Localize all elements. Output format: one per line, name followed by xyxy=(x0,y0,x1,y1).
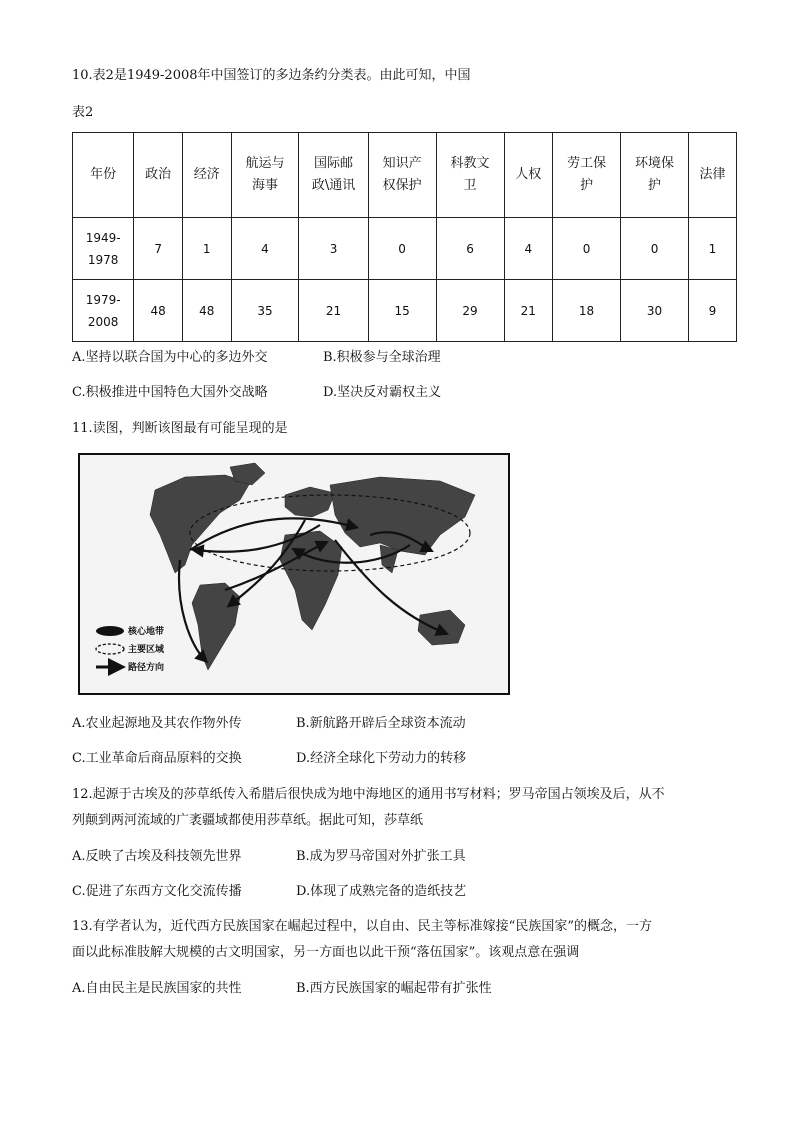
table-cell: 7 xyxy=(134,218,183,280)
q10-option-a[interactable]: A.坚持以联合国为中心的多边外交 xyxy=(72,350,268,365)
continents xyxy=(150,463,475,670)
q12-option-d[interactable]: D.体现了成熟完备的造纸技艺 xyxy=(296,884,467,899)
legend-major-label: 主要区域 xyxy=(128,645,165,655)
table-cell: 30 xyxy=(621,280,689,342)
header-labor: 劳工保护 xyxy=(553,133,621,218)
q10-option-b[interactable]: B.积极参与全球治理 xyxy=(323,350,441,365)
q13-stem-line1: 13.有学者认为，近代西方民族国家在崛起过程中，以自由、民主等标准嫁接“民族国家”的概念，一方 xyxy=(72,919,652,934)
table-cell: 48 xyxy=(134,280,183,342)
q12-option-a[interactable]: A.反映了古埃及科技领先世界 xyxy=(72,849,242,864)
q13-option-a[interactable]: A.自由民主是民族国家的共性 xyxy=(72,981,242,996)
table-cell: 18 xyxy=(553,280,621,342)
table-cell: 48 xyxy=(182,280,231,342)
table-row xyxy=(73,218,737,280)
table-caption: 表2 xyxy=(72,105,94,120)
q11-option-c[interactable]: C.工业革命后商品原料的交换 xyxy=(72,751,242,766)
table-cell: 9 xyxy=(689,280,737,342)
header-postal: 国际邮政\通讯 xyxy=(299,133,368,218)
table-cell: 4 xyxy=(504,218,553,280)
table-cell: 3 xyxy=(299,218,368,280)
table-cell: 0 xyxy=(621,218,689,280)
row-period: 1979-2008 xyxy=(73,280,134,342)
legend-core-label: 核心地带 xyxy=(128,627,165,637)
table-cell: 29 xyxy=(436,280,504,342)
q10-option-c[interactable]: C.积极推进中国特色大国外交战略 xyxy=(72,385,268,400)
table-cell: 21 xyxy=(504,280,553,342)
header-shipping: 航运与海事 xyxy=(231,133,299,218)
main-region-swatch xyxy=(96,644,124,654)
table-cell: 1 xyxy=(689,218,737,280)
header-economy: 经济 xyxy=(182,133,231,218)
table-cell: 6 xyxy=(436,218,504,280)
q11-option-d[interactable]: D.经济全球化下劳动力的转移 xyxy=(296,751,467,766)
q11-stem: 11.读图，判断该图最有可能呈现的是 xyxy=(72,421,288,436)
world-map-figure xyxy=(78,453,510,695)
table-cell: 15 xyxy=(368,280,436,342)
q11-option-a[interactable]: A.农业起源地及其农作物外传 xyxy=(72,716,242,731)
q10-option-d[interactable]: D.坚决反对霸权主义 xyxy=(323,385,442,400)
core-zone-swatch xyxy=(96,626,124,636)
q13-stem-line2: 面以此标准肢解大规模的古文明国家，另一方面也以此干预“落伍国家”。该观点意在强调 xyxy=(72,945,580,960)
q10-stem: 10.表2是1949-2008年中国签订的多边条约分类表。由此可知，中国 xyxy=(72,68,471,83)
q12-stem-line2: 列颠到两河流域的广袤疆域都使用莎草纸。据此可知，莎草纸 xyxy=(72,813,424,828)
table-cell: 21 xyxy=(299,280,368,342)
world-map-svg xyxy=(80,455,508,693)
q12-option-b[interactable]: B.成为罗马帝国对外扩张工具 xyxy=(296,849,466,864)
table-cell: 0 xyxy=(553,218,621,280)
table-cell: 4 xyxy=(231,218,299,280)
q13-option-b[interactable]: B.西方民族国家的崛起带有扩张性 xyxy=(296,981,492,996)
table-header-row xyxy=(73,133,737,218)
table-cell: 1 xyxy=(182,218,231,280)
legend-route-label: 路径方向 xyxy=(128,663,165,673)
row-period: 1949-1978 xyxy=(73,218,134,280)
q12-option-c[interactable]: C.促进了东西方文化交流传播 xyxy=(72,884,242,899)
header-environment: 环境保护 xyxy=(621,133,689,218)
q12-stem-line1: 12.起源于古埃及的莎草纸传入希腊后很快成为地中海地区的通用书写材料；罗马帝国占领埃及后，从不 xyxy=(72,787,665,802)
header-human-rights: 人权 xyxy=(504,133,553,218)
header-ip: 知识产权保护 xyxy=(368,133,436,218)
header-year: 年份 xyxy=(73,133,134,218)
header-science-edu: 科教文卫 xyxy=(436,133,504,218)
north-america-shape xyxy=(150,475,250,573)
q11-option-b[interactable]: B.新航路开辟后全球资本流动 xyxy=(296,716,466,731)
australia-shape xyxy=(418,610,465,645)
europe-shape xyxy=(285,487,335,517)
south-america-shape xyxy=(192,583,240,670)
table-cell: 35 xyxy=(231,280,299,342)
header-politics: 政治 xyxy=(134,133,183,218)
map-legend xyxy=(96,625,165,673)
table-row xyxy=(73,280,737,342)
table-cell: 0 xyxy=(368,218,436,280)
treaty-table xyxy=(72,132,737,342)
asia-shape xyxy=(330,477,475,555)
header-law: 法律 xyxy=(689,133,737,218)
